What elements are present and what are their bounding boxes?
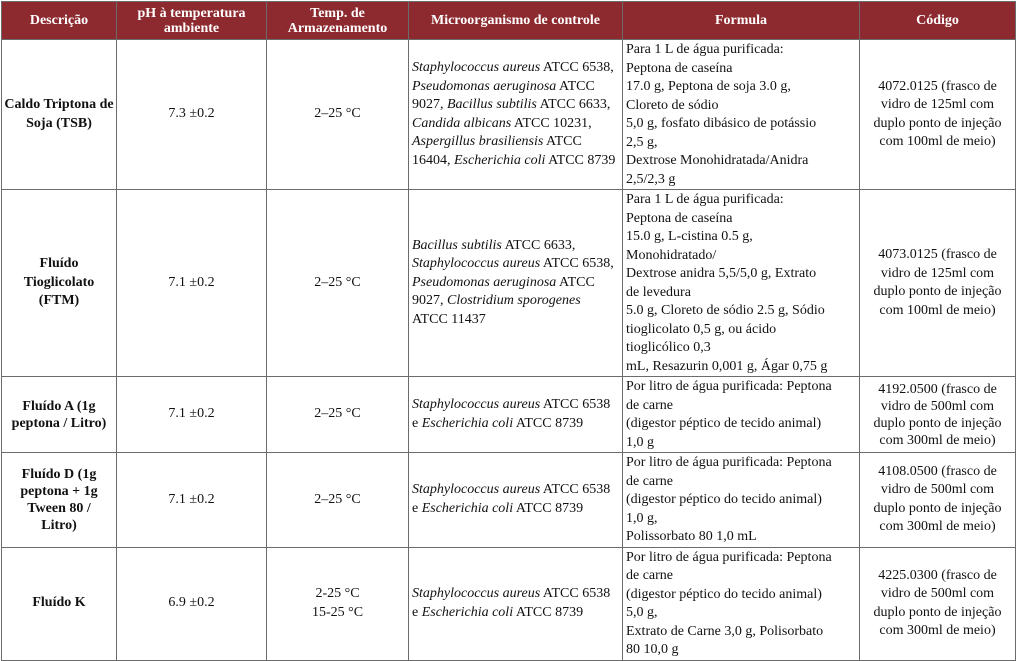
formula-line: (digestor péptico do tecido animal) bbox=[626, 492, 822, 507]
ph-cell: 6.9 ±0.2 bbox=[117, 547, 267, 660]
formula-line: 15.0 g, L-cistina 0.5 g, bbox=[626, 229, 753, 244]
descricao-cell: Fluído A (1g peptona / Litro) bbox=[2, 377, 117, 453]
culture-media-table bbox=[1, 1, 1016, 661]
table-row bbox=[2, 547, 1016, 660]
descricao-cell: Caldo Triptona de Soja (TSB) bbox=[2, 40, 117, 190]
formula-line: 5,0 g, bbox=[626, 605, 658, 620]
organism-name: Candida albicans bbox=[412, 115, 512, 131]
formula-cell bbox=[623, 377, 860, 453]
microrganismo-cell bbox=[409, 377, 623, 453]
header-microrganismo: Microorganismo de controle bbox=[409, 2, 623, 40]
organism-name: Bacillus subtilis bbox=[412, 237, 502, 253]
strain-text: ATCC 6538 e bbox=[412, 586, 611, 620]
formula-line: Por litro de água purificada: Peptona bbox=[626, 379, 832, 394]
formula-line: tioglicólico 0,3 bbox=[626, 340, 711, 355]
strain-text: ATCC 8739 bbox=[513, 415, 584, 431]
temp-cell bbox=[267, 547, 409, 660]
formula-line: de levedura bbox=[626, 284, 691, 300]
microrganismo-cell bbox=[409, 40, 623, 190]
strain-text: ATCC 11437 bbox=[412, 311, 486, 327]
formula-cell bbox=[623, 547, 860, 660]
formula-line: 5.0 g, Cloreto de sódio 2.5 g, Sódio bbox=[626, 303, 825, 318]
organism-name: Escherichia coli bbox=[454, 152, 546, 168]
temp-cell bbox=[267, 40, 409, 190]
header-ph: pH à temperatura ambiente bbox=[117, 2, 267, 40]
organism-name: Escherichia coli bbox=[421, 604, 514, 620]
formula-line: (digestor péptico do tecido animal) bbox=[626, 586, 822, 602]
microrganismo-cell bbox=[409, 453, 623, 548]
organism-name: Pseudomonas aeruginosa bbox=[412, 274, 557, 290]
formula-line: de carne bbox=[626, 473, 674, 489]
temperature-value: 2-25 °C bbox=[315, 586, 360, 601]
formula-line: Peptona de caseína bbox=[626, 210, 733, 226]
strain-text: ATCC 6538, bbox=[540, 256, 614, 272]
temp-cell bbox=[267, 453, 409, 548]
organism-name: Staphylococcus aureus bbox=[412, 586, 541, 601]
codigo-cell: 4108.0500 (frasco de vidro de 500ml com duplo ponto de injeção com 300ml de meio) bbox=[860, 453, 1016, 548]
formula-line: Por litro de água purificada: Peptona bbox=[626, 549, 832, 565]
strain-text: ATCC 9027, bbox=[412, 78, 595, 112]
descricao-cell: Fluído K bbox=[2, 547, 117, 660]
formula-line: Monohidratado/ bbox=[626, 247, 717, 263]
formula-line: Dextrose Monohidratada/Anidra bbox=[626, 153, 809, 168]
temperature-value: 2–25 °C bbox=[314, 274, 361, 290]
temperature-value: 15-25 °C bbox=[311, 604, 364, 620]
header-temp: Temp. de Armazenamento bbox=[267, 2, 409, 40]
organism-name: Staphylococcus aureus bbox=[412, 60, 541, 75]
formula-line: 80 10,0 g bbox=[626, 642, 679, 657]
codigo-cell: 4225.0300 (frasco de vidro de 500ml com duplo ponto de injeção com 300ml de meio) bbox=[860, 547, 1016, 660]
formula-cell bbox=[623, 40, 860, 190]
formula-line: 1,0 g, bbox=[626, 510, 658, 526]
strain-text: ATCC 6538, bbox=[540, 60, 614, 75]
organism-name: Escherichia coli bbox=[421, 415, 514, 431]
temperature-value: 2–25 °C bbox=[314, 106, 361, 122]
temp-cell bbox=[267, 377, 409, 453]
organism-name: Pseudomonas aeruginosa bbox=[412, 78, 557, 94]
formula-line: 1,0 g bbox=[626, 434, 654, 450]
formula-line: 2,5/2,3 g bbox=[626, 171, 676, 187]
strain-text: ATCC 8739 bbox=[513, 604, 584, 620]
organism-name: Staphylococcus aureus bbox=[412, 482, 541, 498]
formula-line: 5,0 g, fosfato dibásico de potássio bbox=[626, 116, 817, 131]
formula-line: mL, Resazurin 0,001 g, Ágar 0,75 g bbox=[626, 358, 828, 374]
formula-line: Para 1 L de água purificada: bbox=[626, 192, 784, 207]
organism-name: Staphylococcus aureus bbox=[412, 256, 541, 272]
organism-name: Aspergillus brasiliensis bbox=[412, 134, 544, 149]
formula-line: Por litro de água purificada: Peptona bbox=[626, 455, 832, 470]
formula-line: (digestor péptico de tecido animal) bbox=[626, 416, 822, 431]
organism-name: Escherichia coli bbox=[421, 500, 514, 516]
microrganismo-cell bbox=[409, 547, 623, 660]
strain-text: ATCC 10231, bbox=[511, 115, 592, 131]
strain-text: ATCC 9027, bbox=[412, 274, 595, 309]
temperature-value: 2–25 °C bbox=[314, 491, 361, 507]
table-row bbox=[2, 40, 1016, 190]
strain-text: ATCC 6633, bbox=[501, 237, 576, 253]
formula-line: 17.0 g, Peptona de soja 3.0 g, bbox=[626, 79, 791, 94]
strain-text: ATCC 16404, bbox=[412, 134, 582, 168]
formula-line: Dextrose anidra 5,5/5,0 g, Extrato bbox=[626, 266, 817, 281]
descricao-cell: Fluído D (1g peptona + 1g Tween 80 / Litro) bbox=[2, 453, 117, 548]
strain-text: ATCC 6633, bbox=[536, 97, 611, 112]
codigo-cell: 4192.0500 (frasco de vidro de 500ml com duplo ponto de injeção com 300ml de meio) bbox=[860, 377, 1016, 453]
temperature-value: 2–25 °C bbox=[314, 406, 361, 422]
formula-line: 2,5 g, bbox=[626, 134, 658, 150]
organism-name: Bacillus subtilis bbox=[447, 97, 537, 112]
table-row bbox=[2, 190, 1016, 377]
microrganismo-cell bbox=[409, 190, 623, 377]
formula-line: tioglicolato 0,5 g, ou ácido bbox=[626, 321, 777, 337]
strain-text: ATCC 8739 bbox=[513, 500, 584, 516]
header-codigo: Código bbox=[860, 2, 1016, 40]
formula-cell bbox=[623, 190, 860, 377]
header-formula: Formula bbox=[623, 2, 860, 40]
formula-cell bbox=[623, 453, 860, 548]
temp-cell bbox=[267, 190, 409, 377]
codigo-cell: 4073.0125 (frasco de vidro de 125ml com duplo ponto de injeção com 100ml de meio) bbox=[860, 190, 1016, 377]
organism-name: Staphylococcus aureus bbox=[412, 397, 541, 412]
formula-line: Peptona de caseína bbox=[626, 60, 733, 76]
ph-cell: 7.1 ±0.2 bbox=[117, 377, 267, 453]
formula-line: de carne bbox=[626, 568, 674, 583]
descricao-cell: Fluído Tioglicolato (FTM) bbox=[2, 190, 117, 377]
organism-name: Clostridium sporogenes bbox=[447, 293, 581, 309]
table-row bbox=[2, 377, 1016, 453]
strain-text: ATCC 8739 bbox=[545, 152, 616, 168]
ph-cell: 7.1 ±0.2 bbox=[117, 190, 267, 377]
formula-line: Polissorbato 80 1,0 mL bbox=[626, 529, 757, 544]
strain-text: ATCC 6538 e bbox=[412, 397, 611, 431]
strain-text: ATCC 6538 e bbox=[412, 482, 611, 516]
ph-cell: 7.3 ±0.2 bbox=[117, 40, 267, 190]
formula-line: Extrato de Carne 3,0 g, Polisorbato bbox=[626, 623, 824, 639]
formula-line: Para 1 L de água purificada: bbox=[626, 42, 784, 57]
formula-line: Cloreto de sódio bbox=[626, 97, 719, 113]
table-row bbox=[2, 453, 1016, 548]
header-row bbox=[2, 2, 1016, 40]
header-descricao: Descrição bbox=[2, 2, 117, 40]
ph-cell: 7.1 ±0.2 bbox=[117, 453, 267, 548]
formula-line: de carne bbox=[626, 397, 674, 413]
codigo-cell: 4072.0125 (frasco de vidro de 125ml com duplo ponto de injeção com 100ml de meio) bbox=[860, 40, 1016, 190]
